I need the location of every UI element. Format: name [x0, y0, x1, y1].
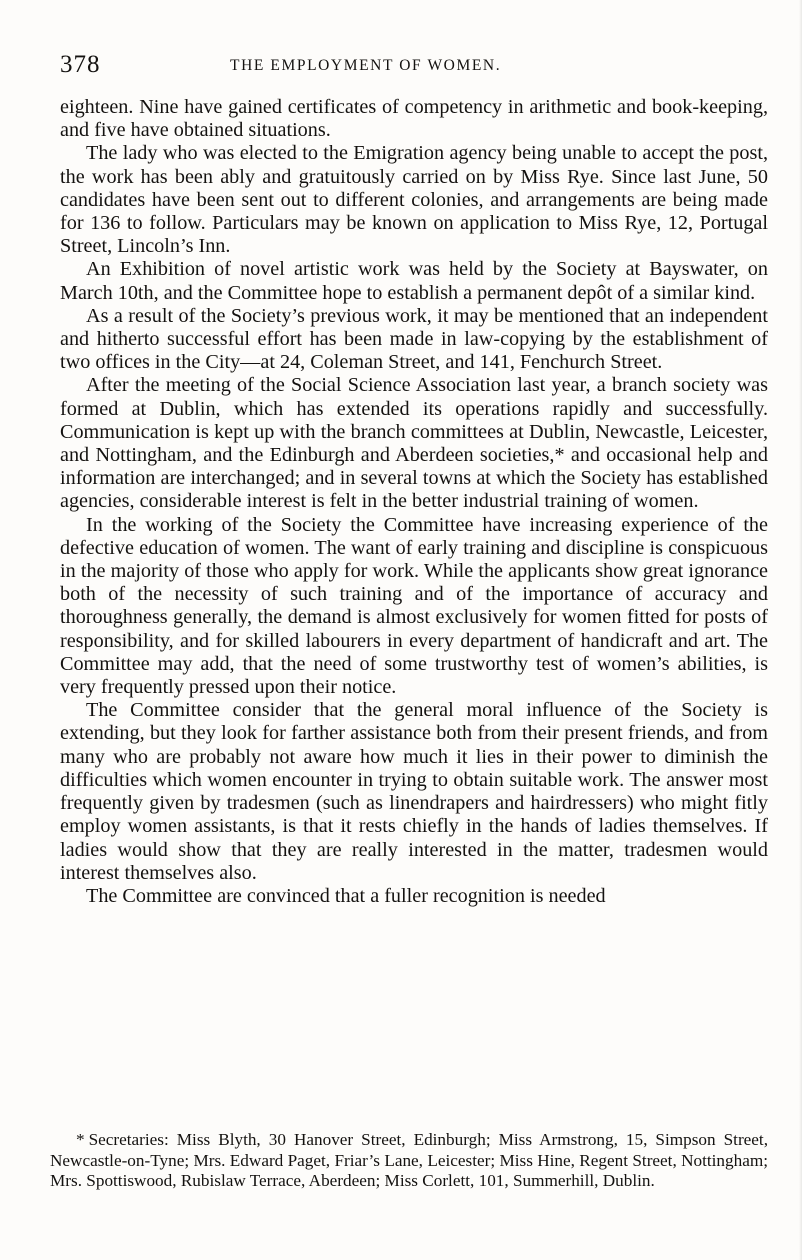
- paragraph-emigration-agency: The lady who was elected to the Emigration agency being unable to accept the post, the work has been ably and gratuitously carried on by Miss Rye. Since last June, 50 candidates have been sent out to different colonies, and arrangements are being made for 136 to follow. Particulars may be known on application to Miss Rye, 12, Portugal Street, Lincoln’s Inn.: [60, 142, 768, 258]
- paragraph-law-copying: As a result of the Society’s previous work, it may be mentioned that an independent and hitherto successful effort has been made in law-copying by the establishment of two offices in the City—at 24, Coleman Street, and 141, Fenchurch Street.: [60, 304, 768, 374]
- footnote: [50, 1130, 768, 1192]
- page-number: 378: [60, 51, 101, 78]
- footnote-mark: *: [76, 1130, 85, 1149]
- paragraph-branch-society: After the meeting of the Social Science Association last year, a branch society was formed at Dublin, which has extended its operations rapidly and successfully. Communication is kept up with the branch committees at Dublin, Newcastle, Leicester, and Nottingham, and the Edinburgh and Aberdeen societies,* and occasional help and information are interchanged; and in several towns at which the Society has established agencies, considerable interest is felt in the better industrial training of women.: [60, 374, 768, 513]
- paragraph-continuation: eighteen. Nine have gained certificates of competency in arithmetic and book-keeping, and five have obtained situations.: [60, 96, 768, 142]
- footnote-text: Secretaries: Miss Blyth, 30 Hanover Street, Edinburgh; Miss Armstrong, 15, Simpson Street, Newcastle-on-Tyne; Mrs. Edward Paget, Friar’s Lane, Leicester; Miss Hine, Regent Street, Nottingham; Mrs. Spottiswood, Rubislaw Terrace, Aberdeen; Miss Corlett, 101, Summerhill, Dublin.: [50, 1130, 768, 1190]
- body-text: [60, 96, 768, 908]
- paragraph-defective-education: In the working of the Society the Committee have increasing experience of the defective education of women. The want of early training and discipline is conspicuous in the majority of those who apply for work. While the applicants show great ignorance both of the necessity of such training and of the importance of accuracy and thoroughness generally, the demand is almost exclusively for women fitted for posts of responsibility, and for skilled labourers in every department of handicraft and art. The Committee may add, that the need of some trustworthy test of women’s abilities, is very frequently pressed upon their notice.: [60, 513, 768, 699]
- running-head: [60, 50, 770, 80]
- running-title: THE EMPLOYMENT OF WOMEN.: [230, 57, 502, 74]
- paragraph-moral-influence: The Committee consider that the general moral influence of the Society is extending, but they look for farther assistance both from their present friends, and from many who are probably not aware how much it lies in their power to diminish the difficulties which women encounter in trying to obtain suitable work. The answer most frequently given by tradesmen (such as linendrapers and hairdressers) who might fitly employ women assistants, is that it rests chiefly in the hands of ladies themselves. If ladies would show that they are really interested in the matter, tradesmen would interest themselves also.: [60, 699, 768, 884]
- paragraph-exhibition: An Exhibition of novel artistic work was held by the Society at Bayswater, on March 10th, and the Committee hope to establish a permanent depôt of a similar kind.: [60, 258, 768, 304]
- paragraph-fuller-recognition: The Committee are convinced that a fuller recognition is needed: [86, 884, 606, 907]
